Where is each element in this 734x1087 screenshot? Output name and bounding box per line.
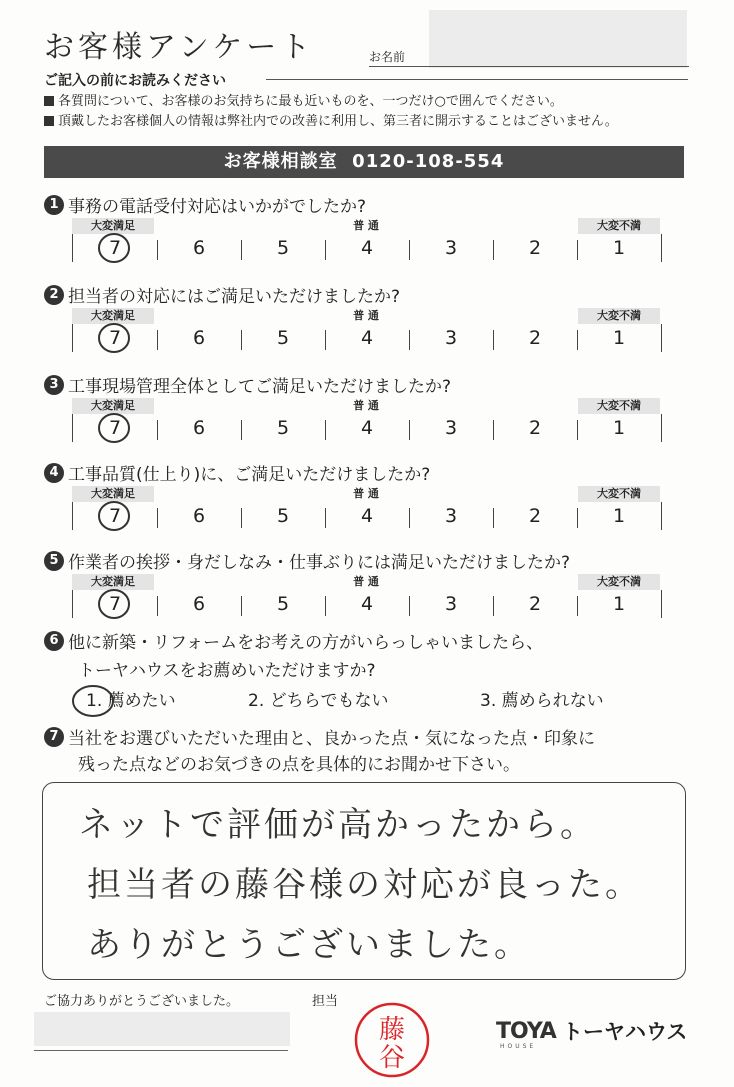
rating-option[interactable]: 7 (108, 417, 122, 439)
rating-option[interactable]: 7 (108, 593, 122, 615)
notice-1: 各質問について、お客様のお気持ちに最も近いものを、一つだけ○で囲んでください。 (44, 90, 563, 109)
rating-option[interactable]: 5 (241, 590, 325, 618)
handwritten-line-3: ありがとうございました。 (87, 925, 531, 965)
question-7 (44, 724, 595, 749)
label-very-dissatisfied: 大変不満 (578, 218, 660, 234)
rating-option[interactable]: 6 (157, 234, 241, 262)
question-7-text: 当社をお選びいただいた理由と、良かった点・気になった点・印象に (68, 729, 595, 749)
notice-2: 頂戴したお客様個人の情報は弊社内での改善に利用し、第三者に開示することはございません。 (44, 110, 618, 129)
rating-cells (72, 324, 662, 352)
number-5-icon: 5 (44, 551, 64, 571)
label-neutral: 普 通 (353, 575, 379, 588)
question-3-text: 工事現場管理全体としてご満足いただけましたか? (68, 377, 452, 397)
question-5-text: 作業者の挨拶・身だしなみ・仕事ぶりには満足いただけましたか? (68, 553, 571, 573)
customer-service-banner (44, 146, 684, 178)
q6-options (70, 686, 670, 716)
rating-option[interactable]: 1 (577, 502, 661, 530)
rating-option[interactable]: 2 (493, 502, 577, 530)
rating-option[interactable]: 6 (157, 590, 241, 618)
read-before-heading: ご記入の前にお読みください (44, 73, 226, 89)
question-2 (44, 282, 400, 307)
rating-option[interactable]: 3 (409, 324, 493, 352)
rating-cells (72, 502, 662, 530)
rating-option[interactable]: 5 (241, 324, 325, 352)
rating-option[interactable]: 1 (577, 414, 661, 442)
rating-option[interactable]: 6 (157, 502, 241, 530)
rating-option[interactable]: 1 (577, 234, 661, 262)
rating-cells (72, 234, 662, 262)
label-very-dissatisfied: 大変不満 (578, 398, 660, 414)
label-very-dissatisfied: 大変不満 (578, 486, 660, 502)
rating-option[interactable]: 7 (108, 505, 122, 527)
label-very-satisfied: 大変満足 (72, 574, 154, 590)
label-neutral: 普 通 (353, 309, 379, 322)
rating-cells (72, 414, 662, 442)
rating-option[interactable]: 3 (409, 590, 493, 618)
number-6-icon: 6 (44, 631, 64, 651)
question-3 (44, 372, 451, 397)
number-3-icon: 3 (44, 375, 64, 395)
rating-option[interactable]: 5 (241, 502, 325, 530)
question-5 (44, 548, 570, 573)
label-very-satisfied: 大変満足 (72, 218, 154, 234)
q6-option-3[interactable]: 3. 薦められない (480, 691, 604, 711)
logo-mark: TOYA (496, 1019, 556, 1044)
rating-scale-1 (72, 218, 660, 264)
q6-option-1[interactable]: 1. 薦めたい (86, 691, 176, 711)
company-name: トーヤハウス (562, 1020, 688, 1044)
handwritten-line-1: ネットで評価が高かったから。 (79, 805, 597, 845)
seal-stamp-icon (352, 1000, 432, 1080)
rating-scale-5 (72, 574, 660, 620)
rating-option[interactable]: 6 (157, 414, 241, 442)
question-2-text: 担当者の対応にはご満足いただけましたか? (68, 287, 401, 307)
question-7-text-2: 残った点などのお気づきの点を具体的にお聞かせ下さい。 (78, 755, 520, 775)
label-very-dissatisfied: 大変不満 (578, 574, 660, 590)
square-bullet-icon (44, 96, 54, 106)
question-1 (44, 192, 366, 217)
rating-option[interactable]: 2 (493, 414, 577, 442)
rating-scale-3 (72, 398, 660, 444)
rating-cells (72, 590, 662, 618)
rating-option[interactable]: 2 (493, 234, 577, 262)
rating-option[interactable]: 5 (241, 234, 325, 262)
question-4 (44, 460, 430, 485)
rating-scale-4 (72, 486, 660, 532)
banner-label: お客様相談室 (223, 151, 338, 172)
label-neutral: 普 通 (353, 219, 379, 232)
number-2-icon: 2 (44, 285, 64, 305)
rating-option[interactable]: 5 (241, 414, 325, 442)
answer-circle-icon (70, 684, 116, 718)
label-very-dissatisfied: 大変不満 (578, 308, 660, 324)
footer-underline (34, 1050, 288, 1051)
number-7-icon: 7 (44, 727, 64, 747)
question-1-text: 事務の電話受付対応はいかがでしたか? (68, 197, 367, 217)
rating-option[interactable]: 3 (409, 234, 493, 262)
rating-option[interactable]: 1 (577, 590, 661, 618)
redacted-field (34, 1012, 290, 1046)
handwritten-line-2: 担当者の藤谷様の対応が良った。 (87, 865, 642, 905)
label-very-satisfied: 大変満足 (72, 486, 154, 502)
rating-option[interactable]: 3 (409, 502, 493, 530)
question-6 (44, 628, 543, 653)
rating-option[interactable]: 4 (325, 324, 409, 352)
q6-option-2[interactable]: 2. どちらでもない (248, 691, 389, 711)
number-1-icon: 1 (44, 195, 64, 215)
thanks-text: ご協力ありがとうございました。 (44, 994, 240, 1009)
seal-char-2: 谷 (378, 1043, 406, 1073)
answer-circle-icon (96, 412, 132, 444)
name-field-redacted (429, 10, 687, 68)
survey-title: お客様アンケート (44, 30, 315, 65)
rating-option[interactable]: 1 (577, 324, 661, 352)
label-neutral: 普 通 (353, 399, 379, 412)
question-6-text-2: トーヤハウスをお薦めいただけますか? (78, 661, 376, 681)
name-underline (369, 66, 689, 67)
rating-option[interactable]: 4 (325, 502, 409, 530)
label-very-satisfied: 大変満足 (72, 398, 154, 414)
banner-phone: 0120-108-554 (352, 151, 505, 172)
label-neutral: 普 通 (353, 487, 379, 500)
rating-option[interactable]: 4 (325, 234, 409, 262)
number-4-icon: 4 (44, 463, 64, 483)
comment-box[interactable] (42, 782, 686, 980)
answer-circle-icon (96, 232, 132, 264)
rating-option[interactable]: 6 (157, 324, 241, 352)
question-6-text: 他に新築・リフォームをお考えの方がいらっしゃいましたら、 (68, 633, 544, 653)
rating-option[interactable]: 7 (108, 237, 122, 259)
name-label: お名前 (369, 50, 406, 64)
heading-rule (266, 79, 688, 80)
rating-option[interactable]: 7 (108, 327, 122, 349)
rating-option[interactable]: 4 (325, 590, 409, 618)
rating-scale-2 (72, 308, 660, 354)
answer-circle-icon (96, 322, 132, 354)
rating-option[interactable]: 2 (493, 324, 577, 352)
rating-option[interactable]: 2 (493, 590, 577, 618)
seal-char-1: 藤 (378, 1015, 406, 1045)
logo-sub: HOUSE (500, 1043, 537, 1050)
rating-option[interactable]: 3 (409, 414, 493, 442)
question-4-text: 工事品質(仕上り)に、ご満足いただけましたか? (68, 465, 431, 485)
staff-label: 担当 (312, 994, 339, 1009)
answer-circle-icon (96, 500, 132, 532)
square-bullet-icon (44, 116, 54, 126)
answer-circle-icon (96, 588, 132, 620)
label-very-satisfied: 大変満足 (72, 308, 154, 324)
rating-option[interactable]: 4 (325, 414, 409, 442)
